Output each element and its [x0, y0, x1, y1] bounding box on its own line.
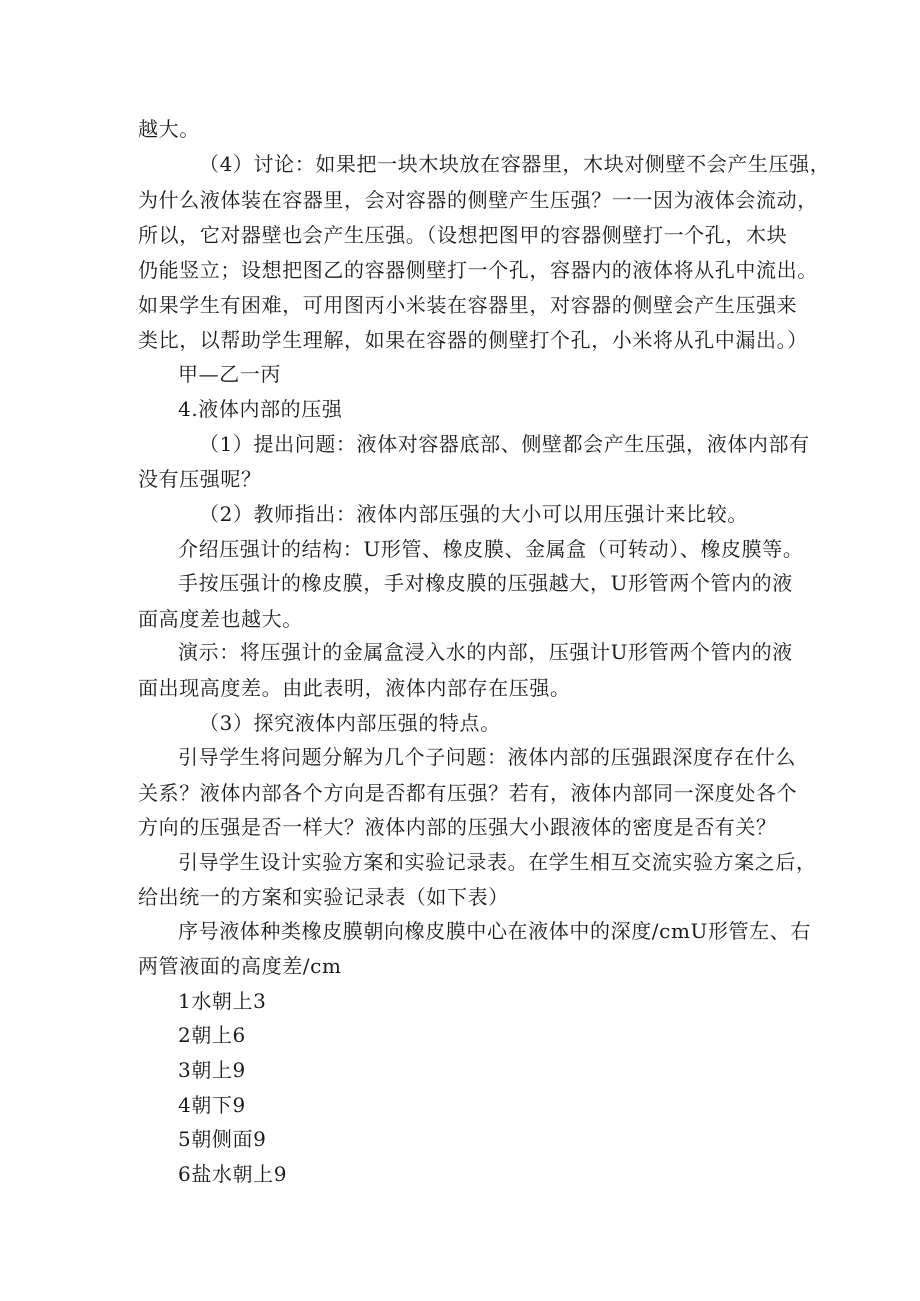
table-row: 5朝侧面9	[178, 1127, 267, 1151]
text-line: 没有压强呢？	[138, 467, 262, 491]
text-line: （2）教师指出：液体内部压强的大小可以用压强计来比较。	[199, 502, 748, 526]
table-header-line: 两管液面的高度差/cm	[138, 954, 342, 978]
table-row: 2朝上6	[178, 1023, 246, 1047]
text-line: （3）探究液体内部压强的特点。	[199, 711, 501, 735]
text-line: 面高度差也越大。	[138, 607, 303, 631]
text-line: 甲—乙一丙	[178, 362, 281, 386]
text-line: 所以，它对器壁也会产生压强。（设想把图甲的容器侧壁打一个孔，木块	[138, 223, 788, 247]
text-line: （1）提出问题：液体对容器底部、侧壁都会产生压强，液体内部有	[199, 432, 810, 456]
text-line: 给出统一的方案和实验记录表（如下表）	[138, 885, 509, 909]
text-line: 如果学生有困难，可用图丙小米装在容器里，对容器的侧壁会产生压强来	[138, 293, 798, 317]
table-row: 4朝下9	[178, 1093, 246, 1117]
text-line: 仍能竖立；设想把图乙的容器侧壁打一个孔，容器内的液体将从孔中流出。	[138, 258, 818, 282]
text-line: 类比，以帮助学生理解，如果在容器的侧壁打个孔，小米将从孔中漏出。）	[138, 328, 808, 352]
text-line: 面出现高度差。由此表明，液体内部存在压强。	[138, 676, 571, 700]
table-header-line: 序号液体种类橡皮膜朝向橡皮膜中心在液体中的深度/cmU形管左、右	[178, 919, 811, 943]
table-row: 3朝上9	[178, 1058, 246, 1082]
text-line: 引导学生将问题分解为几个子问题：液体内部的压强跟深度存在什么	[178, 745, 796, 769]
section-heading: 4.液体内部的压强	[178, 397, 343, 421]
table-row: 6盐水朝上9	[178, 1162, 288, 1186]
text-line: 引导学生设计实验方案和实验记录表。在学生相互交流实验方案之后，	[178, 850, 817, 874]
text-line: 关系？液体内部各个方向是否都有压强？若有，液体内部同一深度处各个	[138, 781, 798, 805]
text-line: 介绍压强计的结构：U形管、橡皮膜、金属盒（可转动）、橡皮膜等。	[178, 537, 804, 561]
text-line: 方向的压强是否一样大？液体内部的压强大小跟液体的密度是否有关？	[138, 815, 777, 839]
text-line: 越大。	[138, 117, 200, 141]
text-line: 为什么液体装在容器里，会对容器的侧壁产生压强？一一因为液体会流动，	[138, 188, 818, 212]
text-line: 手按压强计的橡皮膜，手对橡皮膜的压强越大，U形管两个管内的液	[178, 571, 793, 595]
text-line: （4）讨论：如果把一块木块放在容器里，木块对侧壁不会产生压强，	[199, 152, 831, 176]
table-row: 1水朝上3	[178, 989, 267, 1013]
text-line: 演示：将压强计的金属盒浸入水的内部，压强计U形管两个管内的液	[178, 640, 793, 664]
